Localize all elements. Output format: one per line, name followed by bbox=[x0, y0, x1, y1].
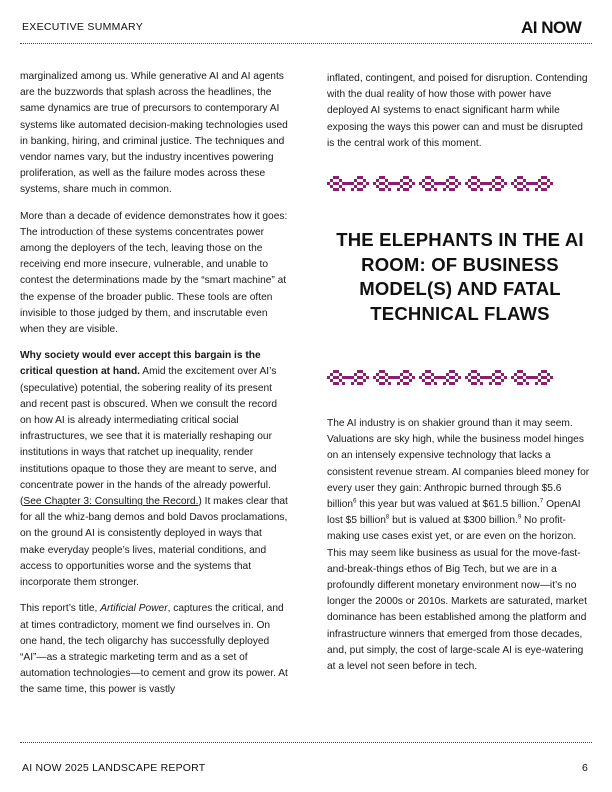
body-text-3: OpenAI lost $5 billion bbox=[327, 499, 581, 527]
ai-now-logo: AI NOW bbox=[521, 18, 582, 37]
footer-divider bbox=[20, 742, 592, 743]
header-label: EXECUTIVE SUMMARY bbox=[22, 21, 144, 33]
section-title: THE ELEPHANTS IN THE AI ROOM: OF BUSINESS MODEL(S) AND FATAL TECHNICAL FLAWS bbox=[336, 229, 584, 324]
body-text-1: The AI industry is on shakier ground than it may seem. Valuations are sky high, while the business model hinges on an intensely expensive technology that lacks a consistent revenue stream. AI companies bleed money for every user they gain: Anthropic burned through $5.6 billion bbox=[327, 418, 590, 511]
left-paragraph-2: More than a decade of evidence demonstrates how it goes: The introduction of these systems concentrates power among the deployers of the tech, leaving those on the receiving end more insecure, vulnerable, and unable to contest the determinations made by the “smart machine” at the expense of the broader public. These tools are often invisible to those judged by them, and inscrutable even when they are visible. bbox=[20, 210, 288, 336]
left-paragraph-4 bbox=[20, 601, 288, 698]
footnote-8[interactable]: 8 bbox=[385, 514, 390, 521]
p3-text-a: Amid the excitement over AI’s (speculative) potential, the sobering reality of its present and recent past is obscured. When we consult the record on how AI is already intermediating critical social infrastructures, we see that it is materially reshaping our institutions in ways that ratchet up inequality, render institutions opaque to those they are meant to serve, and concentrate power in the hands of the already powerful. ( bbox=[20, 366, 278, 508]
footnote-7[interactable]: 7 bbox=[539, 498, 544, 505]
body-text-4: but is valued at $300 billion. bbox=[389, 515, 518, 527]
right-paragraph-top: inflated, contingent, and poised for disruption. Contending with the dual reality of how those with power have deployed AI systems to enact significant harm while exposing the ways this power can and must be disrupted is the central work of this moment. bbox=[327, 73, 588, 149]
right-paragraph-body bbox=[327, 416, 593, 675]
p4-text-a: This report’s title, bbox=[20, 603, 101, 615]
footnote-6[interactable]: 6 bbox=[353, 498, 357, 505]
header-divider bbox=[20, 43, 592, 44]
elephant-pattern-icon bbox=[327, 366, 593, 390]
right-top-column bbox=[327, 71, 593, 162]
footer-report-name: AI NOW 2025 LANDSCAPE REPORT bbox=[22, 762, 206, 774]
left-column bbox=[20, 69, 288, 709]
page-number: 6 bbox=[582, 762, 588, 774]
elephant-pattern-icon bbox=[327, 172, 593, 196]
body-text-2: this year but was valued at $61.5 billion. bbox=[356, 499, 540, 511]
footnote-9[interactable]: 9 bbox=[517, 514, 522, 521]
body-text-5: No profit-making use cases exist yet, or are even on the horizon. This may seem like business as usual for the move-fast-and-break-things ethos of Big Tech, but we are in a profoundly different monetary environment now—it’s no longer the 2000s or 2010s. Markets are saturated, market dominance has been established among the platform and infrastructure winners that emerged from those decades, and, put simply, the cost of large-scale AI is eye-watering at a level not seen before in tech. bbox=[327, 515, 587, 673]
report-title: Artificial Power bbox=[100, 603, 168, 615]
bold-lead: Why society would ever accept this bargain is the critical question at hand. bbox=[20, 350, 261, 378]
left-paragraph-1: marginalized among us. While generative AI and AI agents are the buzzwords that splash across the headlines, the same dynamics are true of precursors to contemporary AI systems like automated decision-making technologies used in banking, hiring, and criminal justice. The techniques and vendor names vary, but the industry incentives powering proliferation, as well as the failure modes across these systems, share much in common. bbox=[20, 71, 288, 196]
p4-text-b: , captures the critical, and at times contradictory, moment we find ourselves in. On one hand, the tech oligarchy has successfully deployed “AI”—as a strategic marketing term and as a set of automation technologies—to cement and grow its power. At the same time, this power is vastly bbox=[20, 603, 288, 696]
left-paragraph-3 bbox=[20, 348, 288, 591]
right-body-column bbox=[327, 416, 593, 685]
chapter-3-link[interactable]: See Chapter 3: Consulting the Record. bbox=[23, 496, 199, 508]
p3-text-b: ) It makes clear that for all the whiz-bang demos and bold Davos proclamations, on the ground AI is consistently deployed in ways that make everyday people’s lives, material conditions, and access to opportunities worse and the systems that incorporate them stronger. bbox=[20, 496, 288, 589]
